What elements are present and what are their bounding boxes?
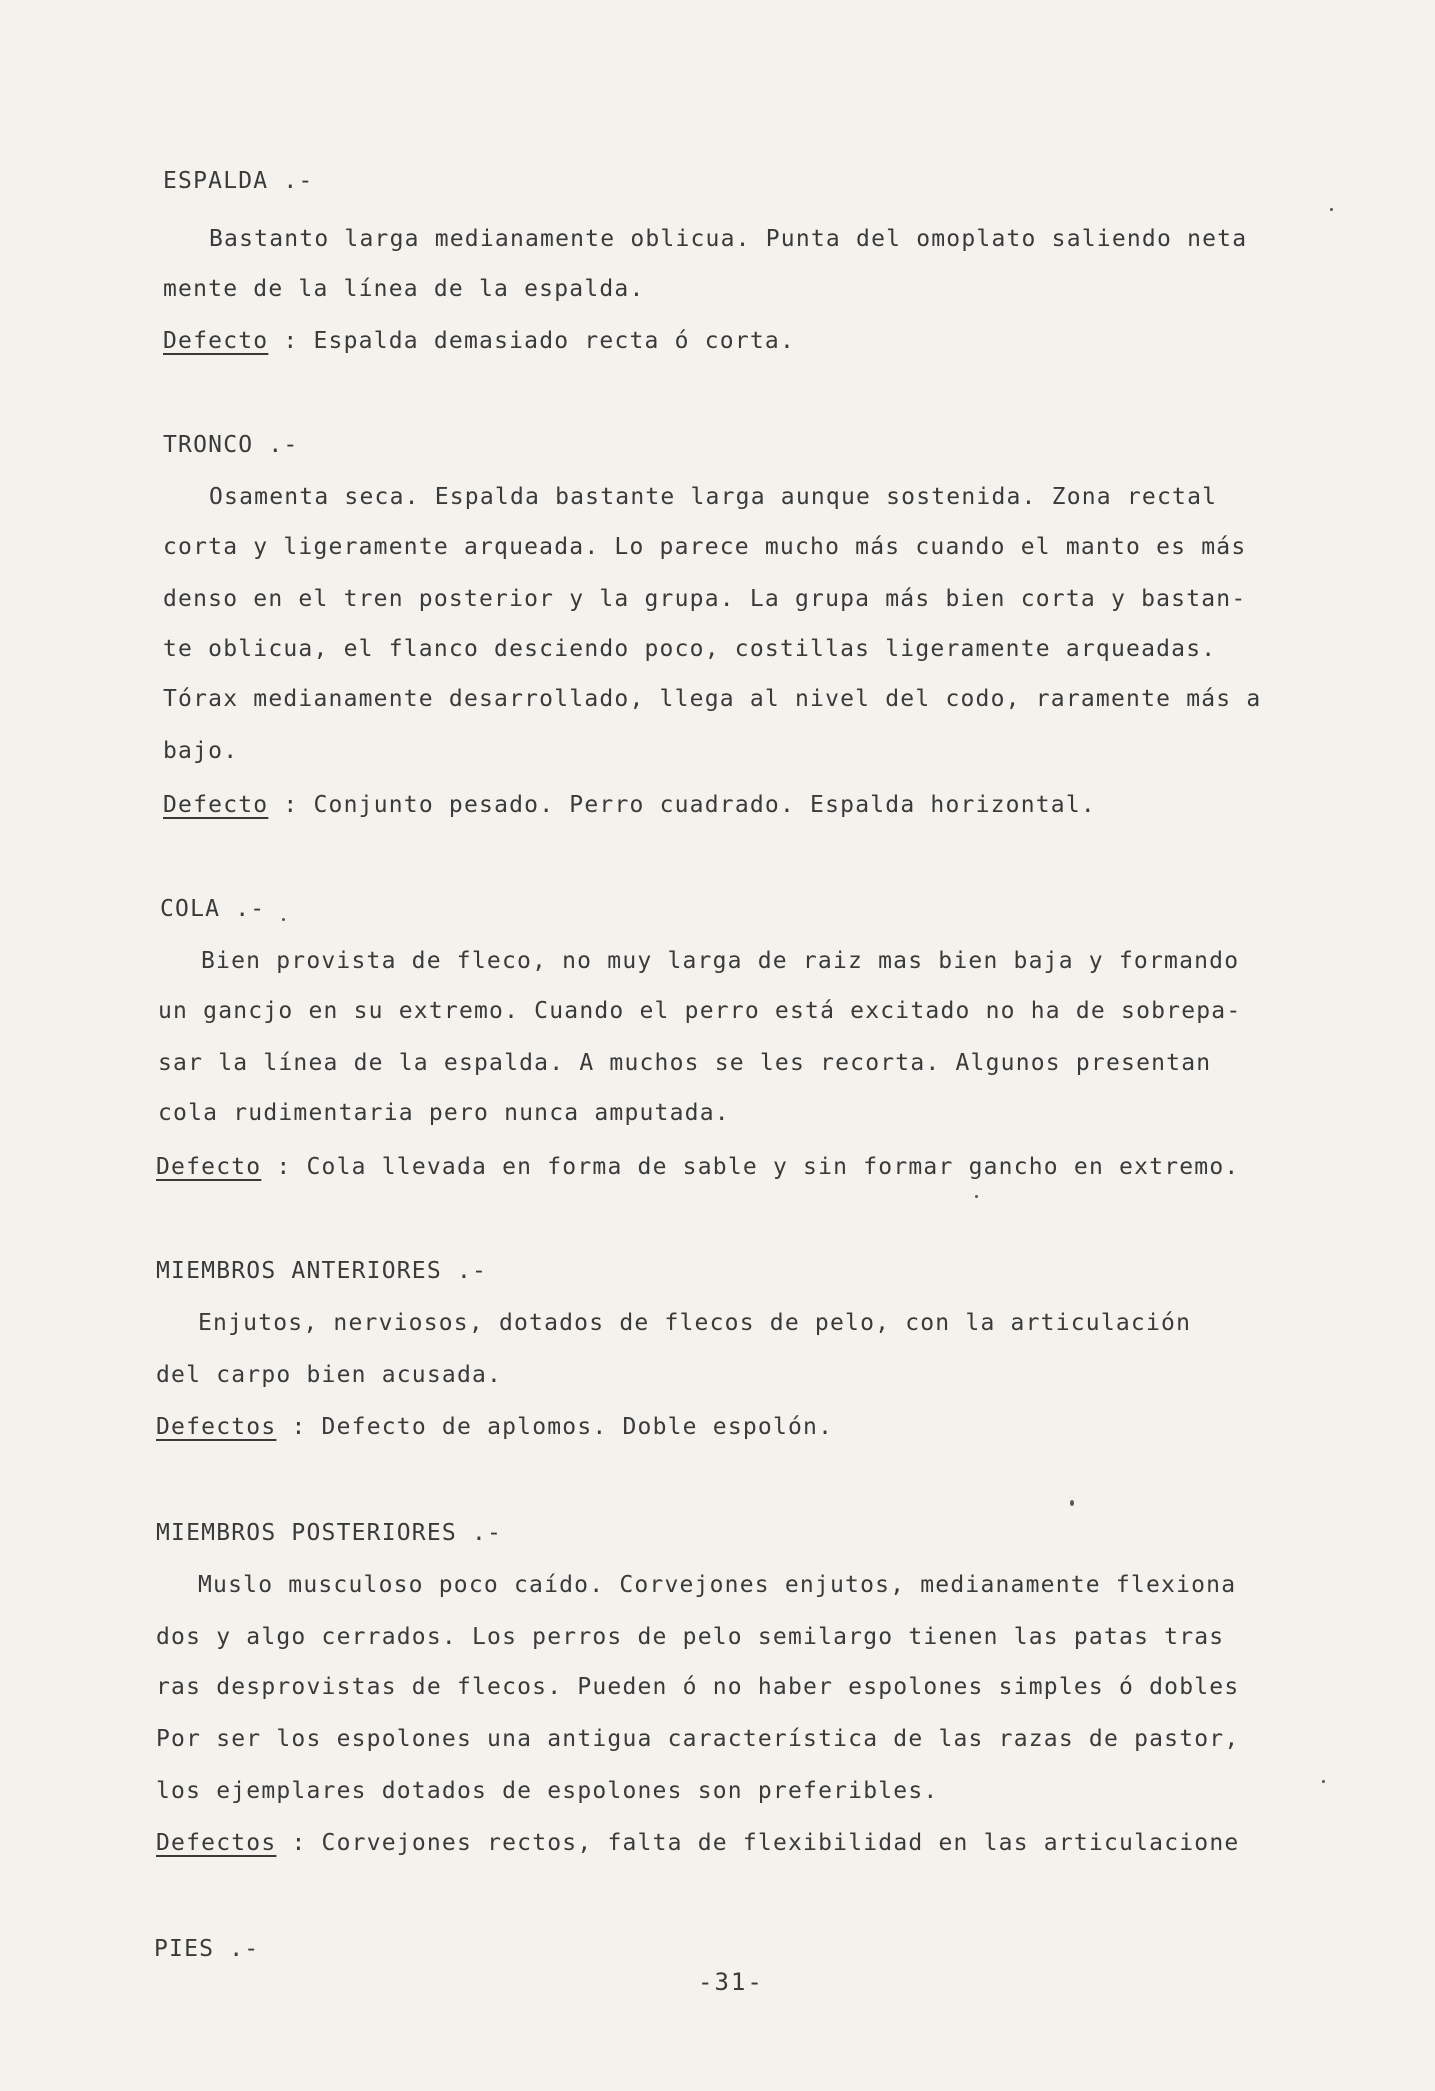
text-line: Tórax medianamente desarrollado, llega al nivel del codo, raramente más a [163, 686, 1262, 712]
section-heading-espalda: ESPALDA .- [163, 168, 314, 194]
text-line: Enjutos, nerviosos, dotados de flecos de pelo, con la articulación [198, 1310, 1192, 1336]
section-heading-miembros-anteriores: MIEMBROS ANTERIORES .- [156, 1258, 488, 1284]
text-line: dos y algo cerrados. Los perros de pelo semilargo tienen las patas tras [156, 1624, 1225, 1650]
text-line: del carpo bien acusada. [156, 1362, 503, 1388]
defect-label: Defectos [156, 1414, 277, 1440]
text-line: te oblicua, el flanco desciendo poco, costillas ligeramente arqueadas. [163, 636, 1217, 662]
text-line: Bastanto larga medianamente oblicua. Punta del omoplato saliendo neta [209, 226, 1248, 252]
text-line: Por ser los espolones una antigua característica de las razas de pastor, [156, 1726, 1240, 1752]
section-heading-pies: PIES .- [154, 1936, 260, 1962]
defect-label: Defecto [163, 792, 269, 818]
scan-speck [1070, 1500, 1074, 1506]
defect-text: : Cola llevada en forma de sable y sin formar gancho en extremo. [276, 1154, 1240, 1180]
scan-speck [975, 1195, 978, 1198]
text-line: ras desprovistas de flecos. Pueden ó no haber espolones simples ó dobles [156, 1674, 1240, 1700]
text-line: cola rudimentaria pero nunca amputada. [158, 1100, 730, 1126]
section-heading-miembros-posteriores: MIEMBROS POSTERIORES .- [156, 1520, 503, 1546]
defect-line [156, 1828, 1239, 1858]
text-line: Bien provista de fleco, no muy larga de raiz mas bien baja y formando [201, 948, 1240, 974]
section-heading-cola: COLA .- [160, 896, 266, 922]
section-heading-tronco: TRONCO .- [163, 432, 299, 458]
text-line: denso en el tren posterior y la grupa. La grupa más bien corta y bastan- [163, 586, 1247, 612]
text-line: los ejemplares dotados de espolones son preferibles. [156, 1778, 939, 1804]
defect-text: : Corvejones rectos, falta de flexibilidad en las articulacione [291, 1830, 1240, 1856]
text-line: Osamenta seca. Espalda bastante larga aunque sostenida. Zona rectal [209, 484, 1218, 510]
text-line: sar la línea de la espalda. A muchos se les recorta. Algunos presentan [158, 1050, 1212, 1076]
text-line: corta y ligeramente arqueada. Lo parece mucho más cuando el manto es más [163, 534, 1247, 560]
defect-line [156, 1152, 1239, 1182]
scan-speck [282, 918, 285, 921]
defect-label: Defecto [163, 328, 269, 354]
text-line: un gancjo en su extremo. Cuando el perro está excitado no ha de sobrepa- [158, 998, 1242, 1024]
text-line: Muslo musculoso poco caído. Corvejones enjutos, medianamente flexiona [198, 1572, 1237, 1598]
defect-text: : Defecto de aplomos. Doble espolón. [291, 1414, 834, 1440]
page-number: -31- [698, 1968, 764, 1996]
defect-text: : Conjunto pesado. Perro cuadrado. Espalda horizontal. [283, 792, 1096, 818]
text-line: mente de la línea de la espalda. [163, 276, 645, 302]
defect-label: Defecto [156, 1154, 262, 1180]
defect-line [163, 790, 1096, 820]
scan-speck [1322, 1780, 1325, 1783]
scan-speck [1330, 208, 1333, 211]
defect-label: Defectos [156, 1830, 277, 1856]
defect-text: : Espalda demasiado recta ó corta. [283, 328, 796, 354]
defect-line [156, 1412, 833, 1442]
text-line: bajo. [163, 738, 239, 764]
defect-line [163, 326, 795, 356]
